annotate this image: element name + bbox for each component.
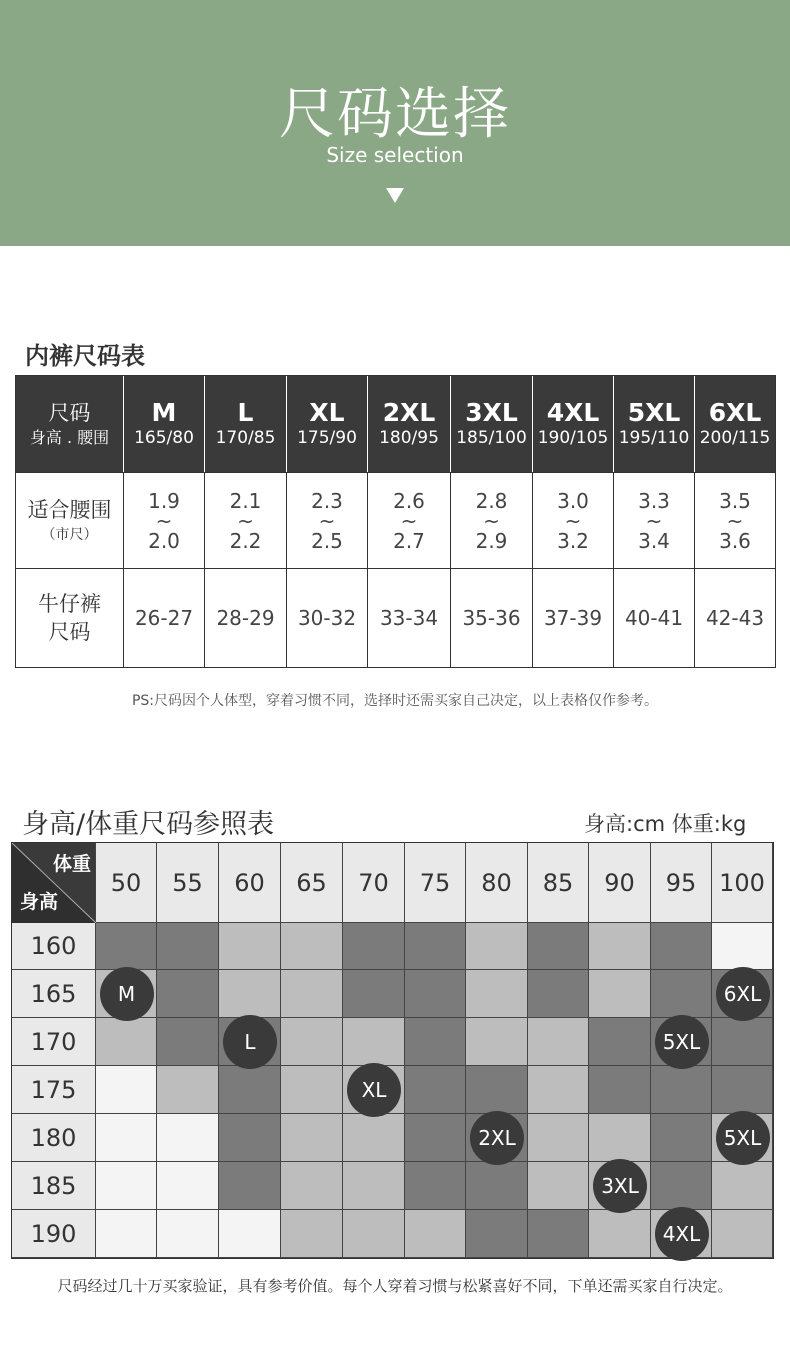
- waist-label: 适合腰围: [27, 497, 112, 522]
- size-label: 4XL: [546, 398, 600, 427]
- grid-cell: [466, 923, 528, 970]
- size-label: M: [151, 398, 177, 427]
- size-label: 2XL: [382, 398, 436, 427]
- grid-cell: [651, 1066, 712, 1114]
- grid-cell: [712, 1210, 773, 1258]
- range-sep: ~: [645, 508, 663, 533]
- grid-cell: [96, 923, 157, 970]
- waist-to: 3.4: [638, 528, 670, 553]
- grid-cell: [96, 1114, 157, 1162]
- grid-cell: [589, 1210, 651, 1258]
- jeans-size: 35-36: [462, 606, 521, 630]
- grid-cell: [528, 1114, 589, 1162]
- waist-from: 2.3: [311, 488, 343, 513]
- jeans-cell: [614, 569, 695, 667]
- table1-jeans-row: [16, 568, 775, 667]
- grid-cell: [589, 923, 651, 970]
- grid-cell: [281, 1066, 343, 1114]
- grid-cell: [528, 1210, 589, 1258]
- weight-header: 70: [343, 843, 405, 923]
- grid-cell: [157, 923, 219, 970]
- banner-subtitle: Size selection: [326, 143, 464, 167]
- grid-cell: [405, 923, 466, 970]
- waist-to: 2.9: [475, 528, 508, 553]
- grid-cell: [219, 1162, 281, 1210]
- jeans-size: 28-29: [216, 606, 275, 630]
- grid-cell: [589, 1066, 651, 1114]
- size-header-cell: [124, 376, 205, 472]
- size-label: 5XL: [627, 398, 681, 427]
- size-badge: XL: [347, 1063, 401, 1117]
- height-header: 170: [12, 1018, 96, 1066]
- table1-title: 内裤尺码表: [25, 342, 145, 370]
- corner-height-label: 身高: [20, 891, 59, 913]
- size-badge: 4XL: [655, 1207, 709, 1261]
- grid-cell: [219, 923, 281, 970]
- header-sublabel: 身高 . 腰围: [29, 428, 110, 447]
- size-header-cell: [368, 376, 451, 472]
- grid-cell: [281, 1114, 343, 1162]
- grid-cell: [589, 970, 651, 1018]
- weight-header: 90: [589, 843, 651, 923]
- grid-cell: [405, 1114, 466, 1162]
- grid-cell: [528, 923, 589, 970]
- grid-cell: [466, 970, 528, 1018]
- range-sep: ~: [237, 508, 254, 533]
- weight-header: 75: [405, 843, 466, 923]
- grid-cell: [466, 1066, 528, 1114]
- grid-cell: [712, 923, 773, 970]
- banner-title: 尺码选择: [279, 82, 511, 147]
- grid-cell: [219, 1210, 281, 1258]
- grid-cell: [712, 1162, 773, 1210]
- grid-cell: [528, 1018, 589, 1066]
- jeans-size: 37-39: [543, 606, 603, 630]
- grid-cell: [96, 1210, 157, 1258]
- jeans-size: 30-32: [297, 606, 357, 630]
- grid-cell: [343, 1162, 405, 1210]
- size-badge: 5XL: [655, 1015, 709, 1069]
- waist-to: 3.6: [719, 528, 751, 553]
- jeans-cell: [451, 569, 533, 667]
- size-badge: 5XL: [716, 1111, 770, 1165]
- range-sep: ~: [155, 508, 173, 533]
- jeans-label-line2: 尺码: [48, 620, 91, 644]
- grid-cell: [528, 1162, 589, 1210]
- size-spec: 195/110: [618, 428, 690, 448]
- size-spec: 180/95: [379, 428, 439, 448]
- range-sep: ~: [483, 508, 500, 533]
- waist-unit: （市尺）: [41, 526, 98, 543]
- size-spec: 165/80: [134, 428, 194, 448]
- table1-header-row: [16, 376, 775, 472]
- grid-cell: [157, 970, 219, 1018]
- weight-header: 95: [651, 843, 712, 923]
- size-badge: M: [100, 967, 154, 1021]
- range-sep: ~: [400, 508, 418, 533]
- grid-cell: [96, 1162, 157, 1210]
- waist-to: 2.2: [229, 528, 262, 553]
- waist-cell: [124, 473, 205, 568]
- corner-cell: [12, 843, 96, 923]
- size-label: 3XL: [465, 398, 518, 427]
- range-sep: ~: [726, 508, 744, 533]
- grid-cell: [219, 970, 281, 1018]
- jeans-cell: [287, 569, 368, 667]
- grid-cell: [528, 970, 589, 1018]
- weight-header: 85: [528, 843, 589, 923]
- grid-cell: [343, 1018, 405, 1066]
- size-label: 6XL: [708, 398, 762, 427]
- grid-cell: [343, 1210, 405, 1258]
- grid-cell: [343, 1114, 405, 1162]
- size-spec: 200/115: [699, 428, 771, 448]
- weight-header: 80: [466, 843, 528, 923]
- grid-cell: [466, 1162, 528, 1210]
- waist-from: 3.0: [557, 488, 589, 513]
- footer-note: 尺码经过几十万买家验证，具有参考价值。每个人穿着习惯与松紧喜好不同，下单还需买家自行决定。: [57, 1277, 733, 1295]
- height-header: 165: [12, 970, 96, 1018]
- grid-cell: [219, 1114, 281, 1162]
- waist-from: 2.8: [475, 488, 508, 513]
- grid-cell: [157, 1210, 219, 1258]
- waist-cell: [368, 473, 451, 568]
- jeans-size: 26-27: [134, 606, 194, 630]
- waist-to: 2.0: [148, 528, 180, 553]
- weight-header: 100: [712, 843, 773, 923]
- grid-cell: [281, 1018, 343, 1066]
- height-header: 175: [12, 1066, 96, 1114]
- grid-cell: [466, 1018, 528, 1066]
- corner-weight-label: 体重: [52, 853, 91, 875]
- jeans-size: 40-41: [624, 606, 684, 630]
- waist-to: 3.2: [557, 528, 589, 553]
- grid-cell: [651, 1162, 712, 1210]
- table2-title: 身高/体重尺码参照表: [22, 809, 275, 840]
- size-header-cell: [451, 376, 533, 472]
- jeans-cell: [695, 569, 775, 667]
- grid-cell: [96, 1018, 157, 1066]
- height-header: 180: [12, 1114, 96, 1162]
- jeans-cell: [368, 569, 451, 667]
- jeans-size: 33-34: [379, 606, 439, 630]
- size-header-cell: [287, 376, 368, 472]
- size-header-cell: [614, 376, 695, 472]
- range-sep: ~: [564, 508, 582, 533]
- waist-from: 3.3: [638, 488, 670, 513]
- waist-cell: [451, 473, 533, 568]
- grid-cell: [589, 1114, 651, 1162]
- waist-from: 2.6: [393, 488, 425, 513]
- grid-cell: [157, 1066, 219, 1114]
- grid-cell: [589, 1018, 651, 1066]
- height-header: 160: [12, 923, 96, 970]
- waist-cell: [533, 473, 614, 568]
- range-sep: ~: [318, 508, 336, 533]
- size-note: PS:尺码因个人体型，穿着习惯不同，选择时还需买家自己决定，以上表格仅作参考。: [131, 693, 659, 709]
- header-label-cell: [16, 376, 124, 472]
- underwear-size-table: [15, 375, 776, 668]
- grid-cell: [466, 1210, 528, 1258]
- size-header-cell: [205, 376, 287, 472]
- waist-to: 2.7: [393, 528, 425, 553]
- waist-cell: [287, 473, 368, 568]
- size-label: XL: [309, 398, 345, 427]
- grid-cell: [281, 1162, 343, 1210]
- grid-cell: [405, 1162, 466, 1210]
- waist-cell: [695, 473, 775, 568]
- grid-cell: [343, 970, 405, 1018]
- jeans-cell: [124, 569, 205, 667]
- jeans-label-cell: [16, 569, 124, 667]
- waist-cell: [614, 473, 695, 568]
- grid-cell: [405, 1018, 466, 1066]
- grid-cell: [528, 1066, 589, 1114]
- grid-cell: [157, 1018, 219, 1066]
- size-header-cell: [533, 376, 614, 472]
- size-badge: 6XL: [716, 967, 770, 1021]
- jeans-label-line1: 牛仔裤: [38, 592, 101, 616]
- grid-cell: [281, 923, 343, 970]
- grid-cell: [281, 970, 343, 1018]
- grid-cell: [651, 923, 712, 970]
- weight-header: 55: [157, 843, 219, 923]
- waist-from: 3.5: [719, 488, 751, 513]
- grid-cell: [219, 1066, 281, 1114]
- height-weight-table: [11, 842, 774, 1259]
- weight-header: 60: [219, 843, 281, 923]
- height-header: 185: [12, 1162, 96, 1210]
- grid-cell: [651, 1114, 712, 1162]
- grid-cell: [96, 1066, 157, 1114]
- waist-from: 2.1: [229, 488, 262, 513]
- grid-cell: [157, 1162, 219, 1210]
- size-spec: 175/90: [297, 428, 357, 448]
- size-badge: L: [223, 1015, 277, 1069]
- header-label: 尺码: [48, 401, 91, 425]
- grid-cell: [343, 923, 405, 970]
- size-header-cell: [695, 376, 775, 472]
- jeans-cell: [533, 569, 614, 667]
- grid-cell: [405, 1066, 466, 1114]
- grid-cell: [651, 970, 712, 1018]
- table1-waist-row: [16, 472, 775, 568]
- waist-cell: [205, 473, 287, 568]
- grid-cell: [157, 1114, 219, 1162]
- banner: [0, 0, 790, 246]
- size-spec: 190/105: [537, 428, 609, 448]
- grid-cell: [405, 1210, 466, 1258]
- grid-cell: [281, 1210, 343, 1258]
- grid-cell: [712, 1066, 773, 1114]
- waist-label-cell: [16, 473, 124, 568]
- grid-cell: [405, 970, 466, 1018]
- size-label: L: [237, 398, 254, 427]
- size-badge: 2XL: [470, 1111, 524, 1165]
- down-arrow-icon: [386, 188, 404, 203]
- jeans-size: 42-43: [705, 606, 765, 630]
- height-header: 190: [12, 1210, 96, 1258]
- waist-to: 2.5: [311, 528, 343, 553]
- size-badge: 3XL: [593, 1159, 647, 1213]
- size-spec: 170/85: [215, 428, 276, 448]
- grid-cell: [712, 1018, 773, 1066]
- waist-from: 1.9: [148, 488, 180, 513]
- weight-header: 50: [96, 843, 157, 923]
- units-label: 身高:cm 体重:kg: [584, 812, 747, 836]
- weight-header: 65: [281, 843, 343, 923]
- size-spec: 185/100: [456, 428, 527, 448]
- jeans-cell: [205, 569, 287, 667]
